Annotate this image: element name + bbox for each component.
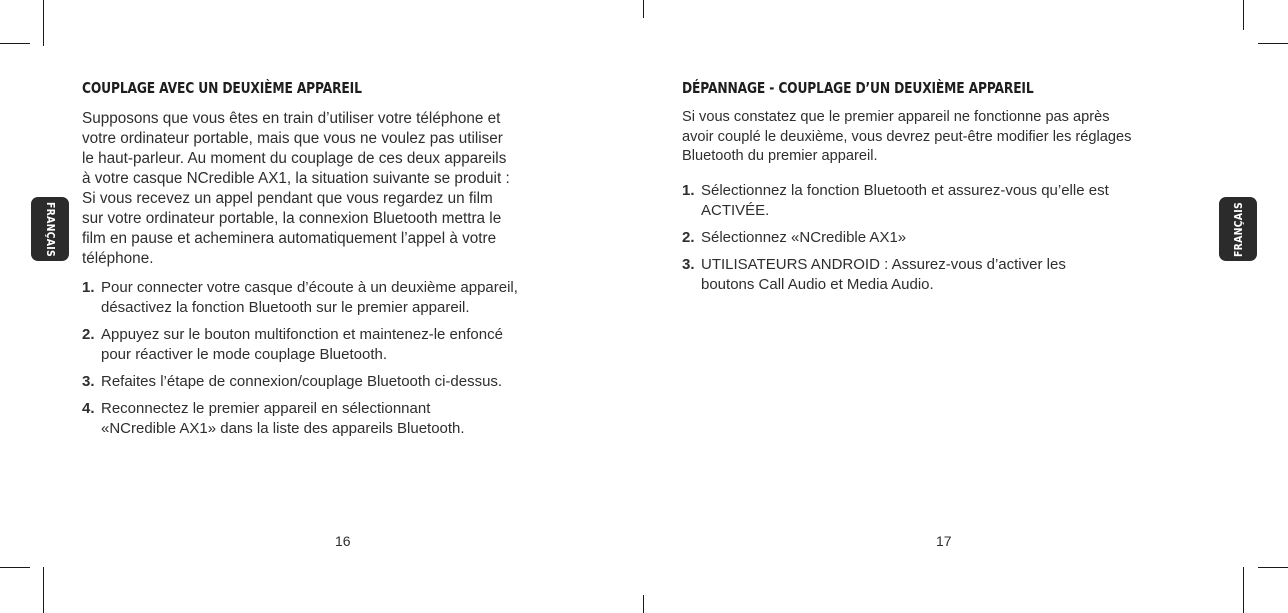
language-tab-right	[1219, 197, 1257, 261]
step-number: 4.	[82, 400, 95, 417]
right-page-heading: DÉPANNAGE - COUPLAGE D’UN DEUXIÈME APPAREIL	[682, 79, 1034, 97]
list-item	[82, 399, 542, 439]
list-item	[682, 228, 1152, 248]
step-number: 2.	[682, 229, 695, 246]
right-page-intro: Si vous constatez que le premier appareil ne fonctionne pas après avoir couplé le deuxième, vous devrez peut-être modifier les réglages Bluetooth du premier appareil.	[682, 109, 1132, 164]
step-number: 1.	[682, 182, 695, 199]
crop-mark	[43, 0, 44, 46]
crop-mark	[1258, 567, 1288, 568]
crop-mark	[0, 567, 30, 568]
crop-mark	[1243, 0, 1244, 30]
step-text: Reconnectez le premier appareil en sélectionnant «NCredible AX1» dans la liste des appareils Bluetooth.	[101, 400, 465, 437]
crop-mark	[1258, 43, 1288, 44]
crop-mark	[643, 0, 644, 18]
right-steps-list	[682, 181, 1152, 302]
step-text: UTILISATEURS ANDROID : Assurez-vous d’activer les boutons Call Audio et Media Audio.	[701, 256, 1066, 293]
crop-mark	[643, 595, 644, 613]
step-number: 3.	[682, 256, 695, 273]
language-tab-label: FRANÇAIS	[43, 201, 57, 257]
list-item	[682, 181, 1152, 221]
page-number-left: 16	[335, 533, 351, 549]
step-text: Sélectionnez «NCredible AX1»	[701, 229, 907, 246]
list-item	[82, 278, 542, 318]
left-page-heading: COUPLAGE AVEC UN DEUXIÈME APPAREIL	[82, 79, 362, 97]
language-tab-label: FRANÇAIS	[1231, 201, 1245, 257]
crop-mark	[0, 43, 30, 44]
step-number: 2.	[82, 326, 95, 343]
list-item	[82, 325, 542, 365]
list-item	[82, 372, 542, 392]
left-steps-list	[82, 278, 542, 446]
language-tab-left	[31, 197, 69, 261]
crop-mark	[1243, 567, 1244, 613]
step-number: 3.	[82, 373, 95, 390]
step-text: Refaites l’étape de connexion/couplage Bluetooth ci-dessus.	[101, 373, 503, 390]
step-text: Sélectionnez la fonction Bluetooth et assurez-vous qu’elle est ACTIVÉE.	[701, 182, 1109, 219]
step-number: 1.	[82, 279, 95, 296]
list-item	[682, 255, 1152, 295]
step-text: Pour connecter votre casque d’écoute à un deuxième appareil, désactivez la fonction Bluetooth sur le premier appareil.	[101, 279, 518, 316]
step-text: Appuyez sur le bouton multifonction et maintenez-le enfoncé pour réactiver le mode couplage Bluetooth.	[101, 326, 503, 363]
left-page-intro: Supposons que vous êtes en train d’utiliser votre téléphone et votre ordinateur portable, mais que vous ne voulez pas utiliser le haut-parleur. Au moment du couplage de ces deux appareils à votre casque NCredible AX1, la situation suivante se produit : Si vous recevez un appel pendant que vous regardez un film sur votre ordinateur portable, la connexion Bluetooth mettra le film en pause et acheminera automatiquement l’appel à votre téléphone.	[82, 110, 510, 267]
crop-mark	[43, 567, 44, 613]
page-number-right: 17	[936, 533, 952, 549]
